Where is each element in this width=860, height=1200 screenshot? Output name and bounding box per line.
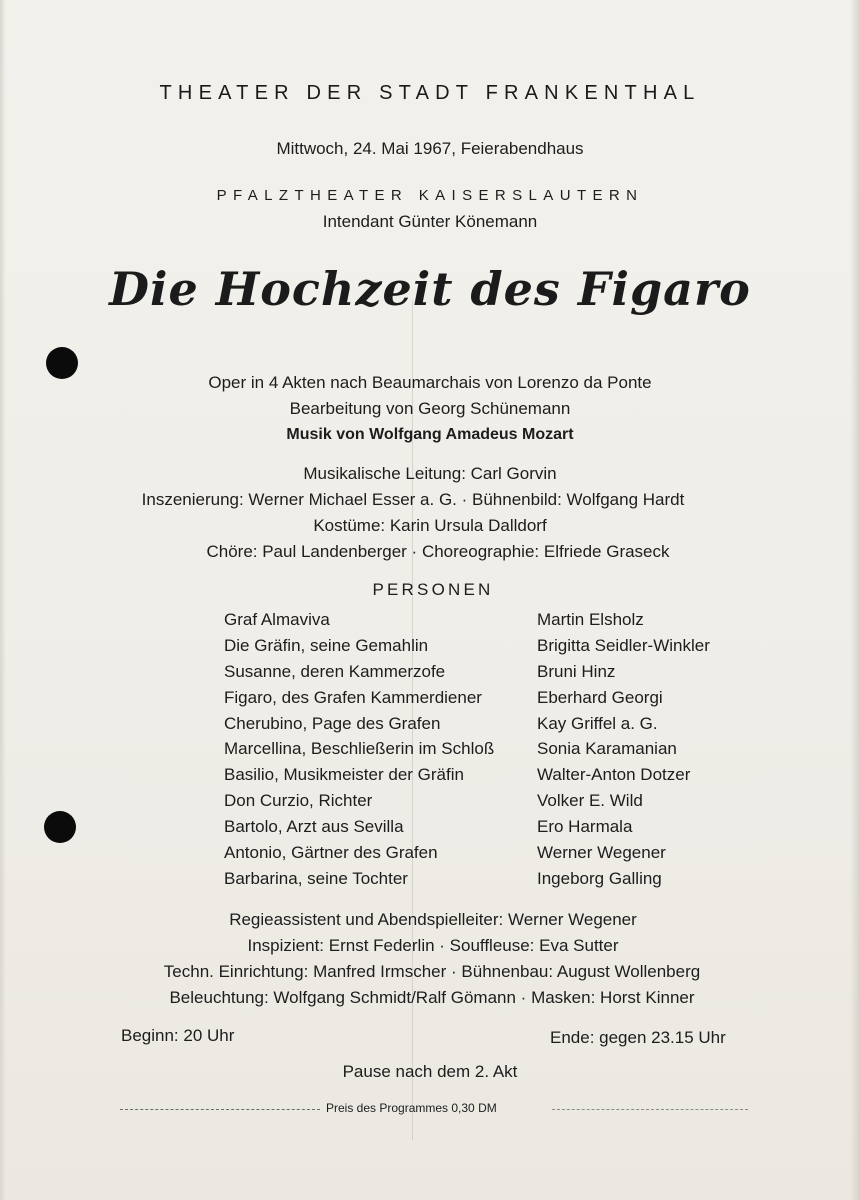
credit-line: Musikalische Leitung: Carl Gorvin [303, 464, 557, 483]
subtitle-libretto: Oper in 4 Akten nach Beaumarchais von Lorenzo da Ponte [208, 373, 652, 392]
cast-row [224, 610, 784, 636]
staff-line: Beleuchtung: Wolfgang Schmidt/Ralf Gömann · Masken: Horst Kinner [169, 988, 695, 1007]
cast-role: Figaro, des Grafen Kammerdiener [224, 687, 482, 707]
theater-name: THEATER DER STADT FRANKENTHAL [159, 82, 701, 104]
cast-row [224, 843, 784, 869]
subtitle-composer: Musik von Wolfgang Amadeus Mozart [286, 426, 574, 443]
intendant: Intendant Günter Könemann [322, 212, 538, 231]
cast-row [224, 791, 784, 817]
staff-line: Techn. Einrichtung: Manfred Irmscher · Bühnenbau: August Wollenberg [163, 962, 701, 981]
end-time: Ende: gegen 23.15 Uhr [550, 1028, 726, 1047]
cast-role: Cherubino, Page des Grafen [224, 713, 441, 733]
cast-actor: Ingeborg Galling [537, 868, 662, 888]
staff-line: Inspizient: Ernst Federlin · Souffleuse: Eva Sutter [247, 936, 619, 955]
cast-row [224, 714, 784, 740]
cast-row [224, 765, 784, 791]
cast-actor: Sonia Karamanian [537, 739, 677, 759]
start-time: Beginn: 20 Uhr [121, 1026, 235, 1045]
cast-role: Barbarina, seine Tochter [224, 868, 408, 888]
cast-role: Die Gräfin, seine Gemahlin [224, 635, 429, 655]
performance-date: Mittwoch, 24. Mai 1967, Feierabendhaus [276, 139, 584, 158]
dashed-rule [552, 1109, 748, 1110]
cast-row [224, 739, 784, 765]
subtitle-arrangement: Bearbeitung von Georg Schünemann [289, 399, 571, 418]
price-footer [120, 1100, 748, 1118]
punch-hole-icon [44, 811, 76, 843]
cast-role: Bartolo, Arzt aus Sevilla [224, 817, 404, 837]
cast-row [224, 636, 784, 662]
staff-line: Regieassistent und Abendspielleiter: Werner Wegener [229, 910, 637, 929]
cast-row [224, 688, 784, 714]
cast-role: Marcellina, Beschließerin im Schloß [224, 739, 495, 759]
cast-role: Antonio, Gärtner des Grafen [224, 843, 438, 863]
cast-row [224, 869, 784, 895]
opera-title: Die Hochzeit des Figaro [109, 262, 751, 316]
cast-actor: Bruni Hinz [537, 661, 616, 681]
paper-edge-right [850, 0, 860, 1200]
dashed-rule [120, 1109, 320, 1110]
intermission-note: Pause nach dem 2. Akt [342, 1062, 518, 1081]
cast-actor: Brigitta Seidler-Winkler [537, 635, 710, 655]
personen-heading: PERSONEN [372, 580, 494, 599]
cast-actor: Kay Griffel a. G. [537, 713, 658, 733]
credit-line: Chöre: Paul Landenberger · Choreographie: Elfriede Graseck [206, 542, 670, 561]
cast-role: Graf Almaviva [224, 610, 330, 629]
cast-actor: Walter-Anton Dotzer [537, 765, 691, 785]
cast-actor: Martin Elsholz [537, 610, 644, 629]
paper-edge-left [0, 0, 6, 1200]
cast-actor: Ero Harmala [537, 817, 633, 837]
credit-line: Kostüme: Karin Ursula Dalldorf [313, 516, 547, 535]
credit-line: Inszenierung: Werner Michael Esser a. G. · Bühnenbild: Wolfgang Hardt [141, 490, 685, 509]
cast-actor: Werner Wegener [537, 843, 666, 863]
cast-role: Susanne, deren Kammerzofe [224, 661, 446, 681]
cast-row [224, 662, 784, 688]
company-name: PFALZTHEATER KAISERSLAUTERN [216, 187, 644, 204]
cast-list [224, 610, 784, 895]
cast-role: Don Curzio, Richter [224, 791, 373, 811]
program-price: Preis des Programmes 0,30 DM [326, 1101, 497, 1115]
cast-actor: Eberhard Georgi [537, 687, 663, 707]
cast-row [224, 817, 784, 843]
cast-actor: Volker E. Wild [537, 791, 643, 811]
cast-role: Basilio, Musikmeister der Gräfin [224, 765, 464, 785]
